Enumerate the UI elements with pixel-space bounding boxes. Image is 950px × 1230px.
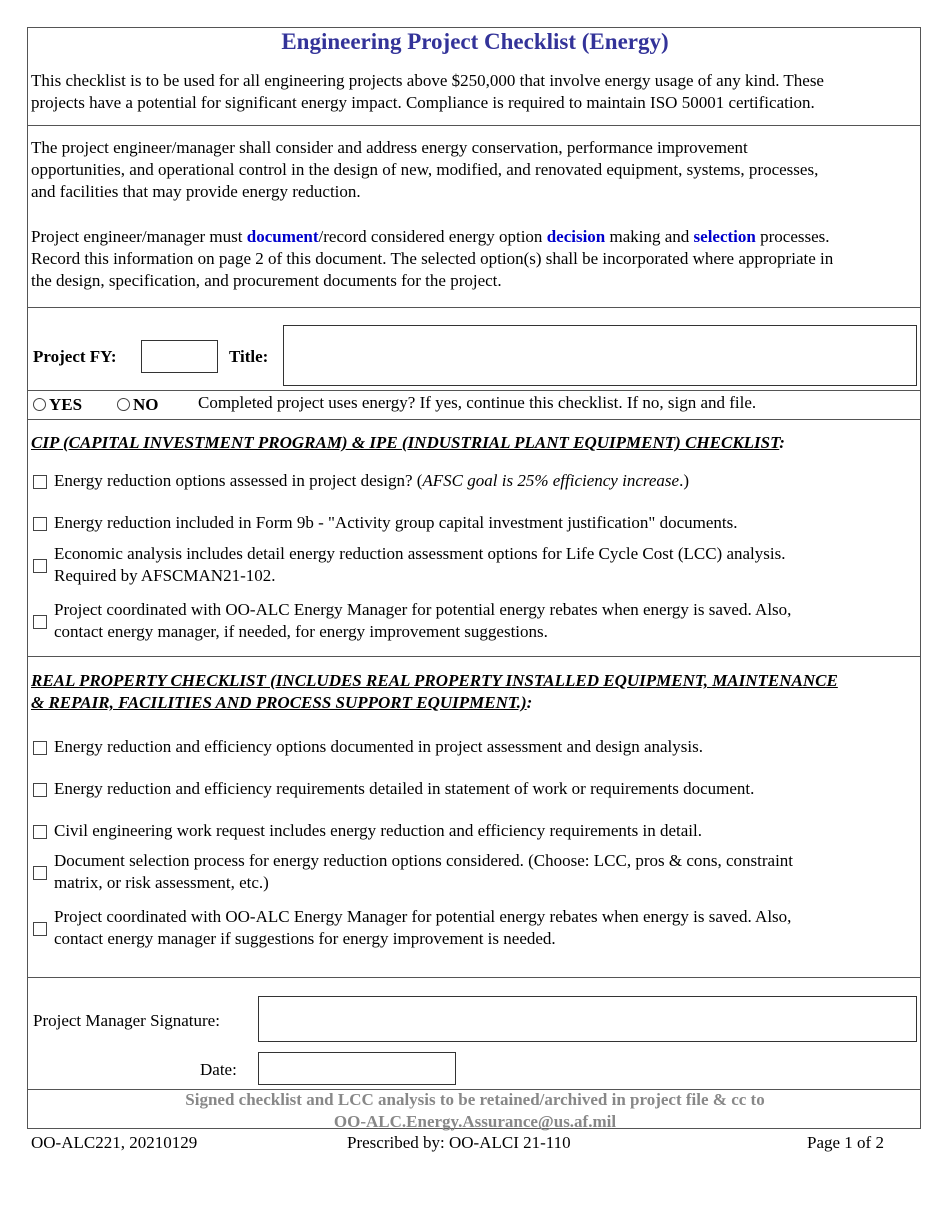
rp-item-4-checkbox[interactable] [33, 866, 47, 880]
instructions-p1-line-1: The project engineer/manager shall consider and address energy conservation, performance improvement [31, 138, 748, 157]
intro-line-2: projects have a potential for significant energy impact. Compliance is required to maintain ISO 50001 certification. [31, 93, 815, 112]
divider [27, 656, 921, 657]
real-property-heading-line-2 [31, 692, 532, 714]
cip-heading [31, 432, 785, 454]
radio-circle-icon [33, 398, 46, 411]
yes-radio[interactable] [33, 394, 82, 416]
instructions-p2-line-3: the design, specification, and procurement documents for the project. [31, 271, 502, 290]
rp-item-2-checkbox[interactable] [33, 783, 47, 797]
cip-item-4-label-line-2: contact energy manager, if needed, for energy improvement suggestions. [54, 622, 548, 641]
rp-item-3-checkbox[interactable] [33, 825, 47, 839]
divider [27, 419, 921, 420]
radio-circle-icon [117, 398, 130, 411]
cip-item-4-label-line-1: Project coordinated with OO-ALC Energy Manager for potential energy rebates when energy is saved. Also, [54, 600, 792, 619]
real-property-heading-colon: : [526, 693, 533, 712]
rp-item-1-checkbox[interactable] [33, 741, 47, 755]
text-segment: making and [605, 227, 694, 246]
text-segment: processes. [755, 227, 830, 246]
page-title: Engineering Project Checklist (Energy) [281, 29, 669, 54]
real-property-heading-line-1: REAL PROPERTY CHECKLIST (INCLUDES REAL PROPERTY INSTALLED EQUIPMENT, MAINTENANCE [31, 671, 838, 690]
rp-item-2-label: Energy reduction and efficiency requirements detailed in statement of work or requirements document. [54, 779, 755, 798]
rp-item-1-label: Energy reduction and efficiency options documented in project assessment and design analysis. [54, 737, 703, 756]
no-radio[interactable] [117, 394, 159, 416]
keyword-decision: decision [546, 227, 606, 246]
cip-item-4-checkbox[interactable] [33, 615, 47, 629]
project-title-input[interactable] [283, 325, 917, 386]
divider [27, 307, 921, 308]
text-segment: Energy reduction options assessed in project design? ( [54, 471, 423, 490]
cip-item-2-label: Energy reduction included in Form 9b - "Activity group capital investment justification" documents. [54, 513, 738, 532]
cip-item-1-label [54, 470, 689, 492]
cip-item-3-label-line-1: Economic analysis includes detail energy reduction assessment options for Life Cycle Cost (LCC) analysis. [54, 544, 786, 563]
intro-line-1: This checklist is to be used for all engineering projects above $250,000 that involve energy usage of any kind. These [31, 71, 824, 90]
project-title-label: Title: [229, 347, 269, 366]
real-property-heading-text: & REPAIR, FACILITIES AND PROCESS SUPPORT EQUIPMENT.) [31, 693, 527, 712]
retention-note-line-1: Signed checklist and LCC analysis to be retained/archived in project file & cc to [185, 1090, 765, 1109]
yes-label: YES [49, 395, 83, 414]
rp-item-3-label: Civil engineering work request includes energy reduction and efficiency requirements in detail. [54, 821, 702, 840]
cip-item-3-checkbox[interactable] [33, 559, 47, 573]
rp-item-4-label-line-2: matrix, or risk assessment, etc.) [54, 873, 269, 892]
form-id: OO-ALC221, 20210129 [31, 1133, 198, 1152]
rp-item-5-checkbox[interactable] [33, 922, 47, 936]
cip-item-3-label-line-2: Required by AFSCMAN21-102. [54, 566, 276, 585]
project-fy-label: Project FY: [33, 347, 117, 366]
no-label: NO [133, 395, 159, 414]
page-number: Page 1 of 2 [807, 1133, 884, 1152]
keyword-selection: selection [693, 227, 756, 246]
instructions-p1-line-3: and facilities that may provide energy reduction. [31, 182, 361, 201]
cip-item-2-checkbox[interactable] [33, 517, 47, 531]
divider [27, 390, 921, 391]
cip-heading-text: CIP (CAPITAL INVESTMENT PROGRAM) & IPE (INDUSTRIAL PLANT EQUIPMENT) CHECKLIST [31, 433, 780, 452]
retention-note-email: OO-ALC.Energy.Assurance@us.af.mil [333, 1112, 617, 1131]
instructions-p2-line-1 [31, 226, 830, 248]
energy-question: Completed project uses energy? If yes, continue this checklist. If no, sign and file. [198, 393, 757, 412]
date-label: Date: [200, 1060, 237, 1079]
rp-item-4-label-line-1: Document selection process for energy reduction options considered. (Choose: LCC, pros & cons, constraint [54, 851, 794, 870]
cip-heading-colon: : [779, 433, 785, 452]
divider [27, 977, 921, 978]
project-fy-input[interactable] [141, 340, 218, 373]
text-segment: .) [679, 471, 689, 490]
signature-input[interactable] [258, 996, 917, 1042]
instructions-p1-line-2: opportunities, and operational control in the design of new, modified, and renovated equipment, systems, processes, [31, 160, 819, 179]
prescribed-by: Prescribed by: OO-ALCI 21-110 [347, 1133, 571, 1152]
afsc-goal-note: AFSC goal is 25% efficiency increase [422, 471, 680, 490]
rp-item-5-label-line-1: Project coordinated with OO-ALC Energy Manager for potential energy rebates when energy is saved. Also, [54, 907, 792, 926]
text-segment: Project engineer/manager must [31, 227, 247, 246]
rp-item-5-label-line-2: contact energy manager if suggestions for energy improvement is needed. [54, 929, 556, 948]
divider [27, 125, 921, 126]
cip-item-1-checkbox[interactable] [33, 475, 47, 489]
keyword-document: document [246, 227, 319, 246]
date-input[interactable] [258, 1052, 456, 1085]
text-segment: /record considered energy option [318, 227, 547, 246]
instructions-p2-line-2: Record this information on page 2 of this document. The selected option(s) shall be incorporated where appropriate in [31, 249, 834, 268]
signature-label: Project Manager Signature: [33, 1011, 220, 1030]
